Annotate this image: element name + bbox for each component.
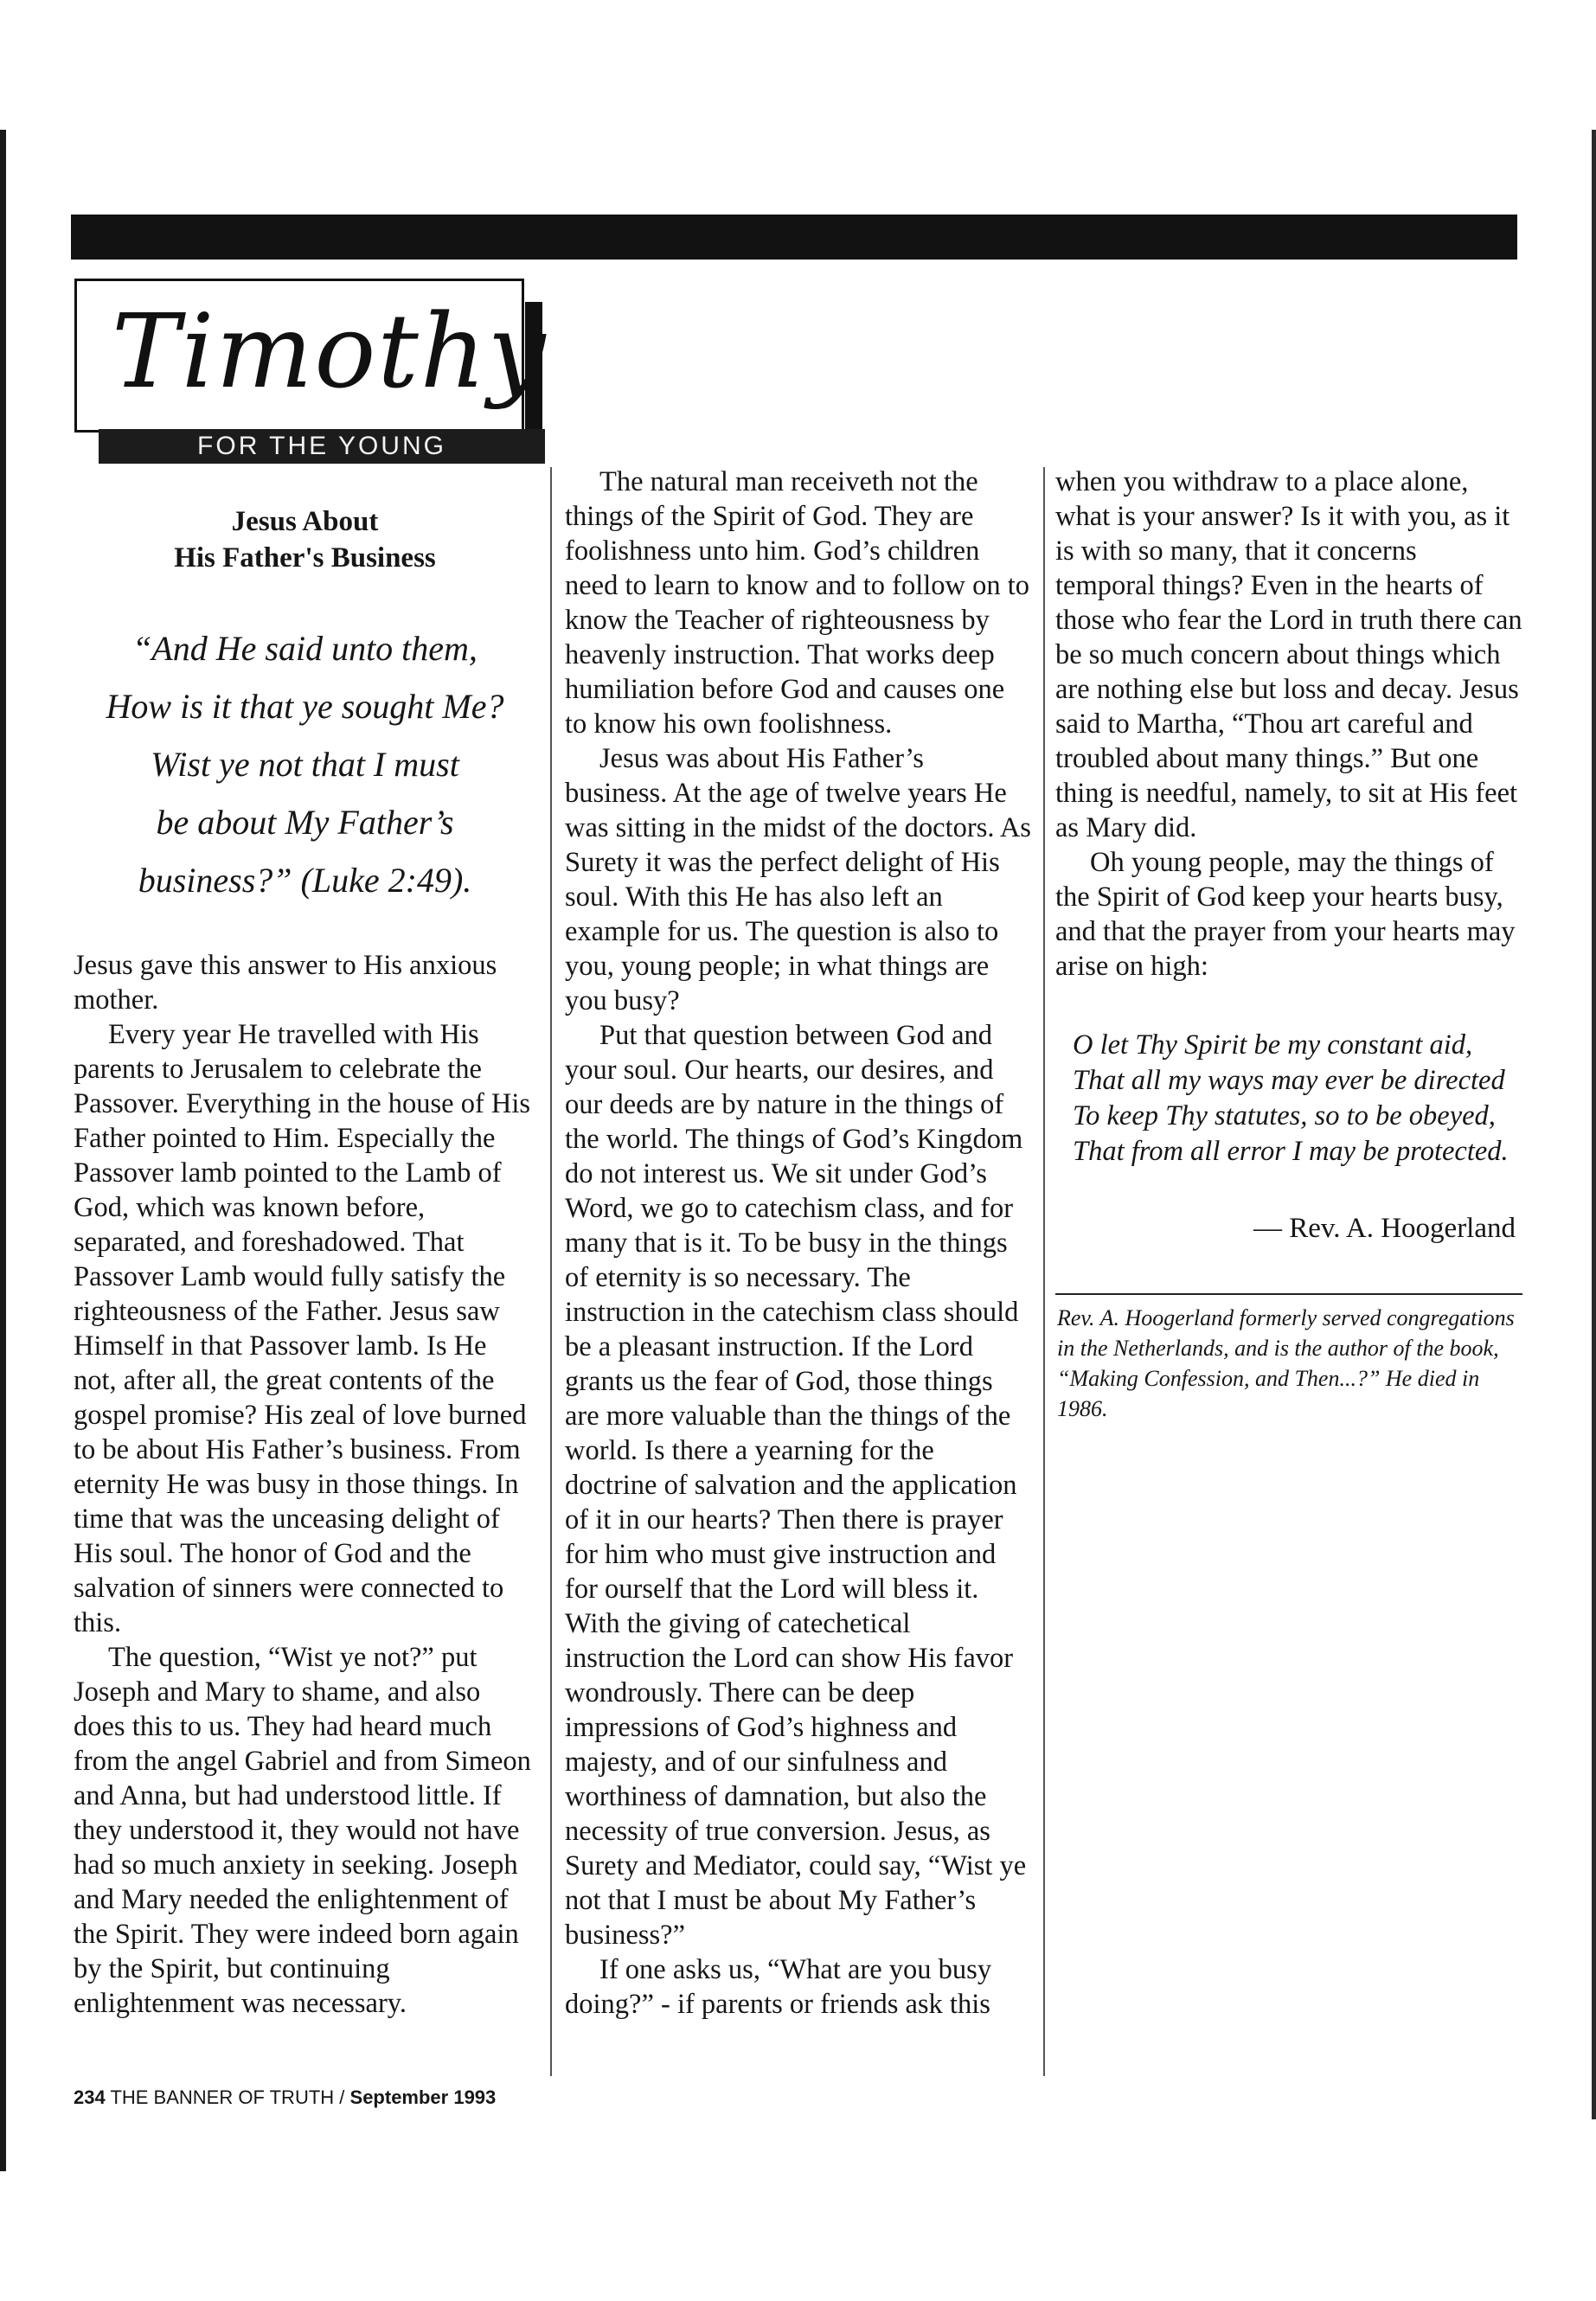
scan-edge-left <box>0 130 6 2171</box>
header-bar <box>71 215 1517 260</box>
poem-line: That from all error I may be protected. <box>1073 1136 1509 1167</box>
scripture-line: Wist ye not that I must <box>151 745 459 784</box>
masthead-box <box>74 279 548 433</box>
paragraph: The natural man receiveth not the things of the Spirit of God. They are foolishness unto him. God’s children need to learn to know and to follow on to know the Teacher of righteousness by heavenly instruction. That works deep humiliation before God and causes one to know his own foolishness. <box>565 466 1030 740</box>
scan-edge-right <box>1592 130 1596 2119</box>
scripture-line: be about My Father’s <box>156 803 454 842</box>
paragraph: Jesus gave this answer to His anxious mother. <box>74 950 497 1016</box>
paragraph: Every year He travelled with His parents to Jerusalem to celebrate the Passover. Everything in the house of His Father pointed to Him. Especially the Passover lamb pointed to the Lamb of God, which was known before, separated, and foreshadowed. That Passover Lamb would fully satisfy the righteousness of the Father. Jesus saw Himself in that Passover lamb. Is He not, after all, the great contents of the gospel promise? His zeal of love burned to be about His Father’s business. From eternity He was busy in those things. In time that was the unceasing delight of His soul. The honor of God and the salvation of sinners were connected to this. <box>74 1019 531 1638</box>
paragraph: Jesus was about His Father’s business. At the age of twelve years He was sitting in the midst of the doctors. As Surety it was the perfect delight of His soul. With this He has also left an example for us. The question is also to you, young people; in what things are you busy? <box>565 743 1031 1016</box>
column-divider <box>550 467 552 2076</box>
paragraph: Put that question between God and your soul. Our hearts, our desires, and our deeds are by nature in the things of the world. The things of God’s Kingdom do not interest us. We sit under God’s Word, we go to catechism class, and for many that is it. To be busy in the things of eternity is so necessary. The instruction in the catechism class should be a pleasant instruction. If the Lord grants us the fear of God, those things are more valuable than the things of the world. Is there a yearning for the doctrine of salvation and the application of it in our hearts? Then there is prayer for him who must give instruction and for ourself that the Lord will bless it. With the giving of catechetical instruction the Lord can show His favor wondrously. There can be deep impressions of God’s highness and majesty, and of our sinfulness and worthiness of damnation, but also the necessity of true conversion. Jesus, as Surety and Mediator, could say, “Wist ye not that I must be about My Father’s business?” <box>565 1020 1027 1951</box>
author-bio: Rev. A. Hoogerland formerly served congregations in the Netherlands, and is the author of the book, “Making Confession, and Then...?” He died in 1986. <box>1057 1305 1515 1421</box>
article-heading-line: Jesus About <box>231 506 379 537</box>
bio-separator <box>1055 1293 1522 1295</box>
scripture-line: “And He said unto them, <box>132 629 478 668</box>
page-footer <box>74 2085 593 2111</box>
paragraph: Oh young people, may the things of the Spirit of God keep your hearts busy, and that the prayer from your hearts may arise on high: <box>1055 847 1516 982</box>
article-heading <box>74 503 536 576</box>
column-divider <box>1043 467 1045 2076</box>
poem-line: To keep Thy statutes, so to be obeyed, <box>1073 1100 1496 1131</box>
page-number: 234 <box>74 2086 106 2108</box>
publication-name: THE BANNER OF TRUTH / <box>110 2086 345 2108</box>
scripture-line: business?” (Luke 2:49). <box>138 861 472 900</box>
column-2 <box>565 465 1032 2022</box>
paragraph: when you withdraw to a place alone, what is your answer? Is it with you, as it is with so many, that it concerns temporal things? Even in the hearts of those who fear the Lord in truth there can be so much concern about things which are nothing else but loss and decay. Jesus said to Martha, “Thou art careful and troubled about many things.” But one thing is needful, namely, to sit at His feet as Mary did. <box>1055 466 1522 843</box>
poem <box>1073 1028 1522 1170</box>
masthead-title: Timothy <box>112 292 548 411</box>
author-signature: — Rev. A. Hoogerland <box>1253 1213 1516 1244</box>
masthead-subtitle: FOR THE YOUNG <box>99 429 545 464</box>
issue-date: September 1993 <box>349 2086 497 2108</box>
scripture-quote <box>74 619 536 909</box>
poem-line: That all my ways may ever be directed <box>1073 1065 1505 1096</box>
poem-line: O let Thy Spirit be my constant aid, <box>1073 1029 1473 1061</box>
paragraph: The question, “Wist ye not?” put Joseph and Mary to shame, and also does this to us. They had heard much from the angel Gabriel and from Simeon and Anna, but had understood little. If they understood it, they would not have had so much anxiety in seeking. Joseph and Mary needed the enlightenment of the Spirit. They were indeed born again by the Spirit, but continuing enlightenment was necessary. <box>74 1642 531 2019</box>
paragraph: If one asks us, “What are you busy doing?” - if parents or friends ask this <box>565 1954 992 2020</box>
column-1 <box>74 948 536 2021</box>
column-3 <box>1055 465 1522 984</box>
article-heading-line: His Father's Business <box>174 542 436 574</box>
scripture-line: How is it that ye sought Me? <box>106 687 504 726</box>
